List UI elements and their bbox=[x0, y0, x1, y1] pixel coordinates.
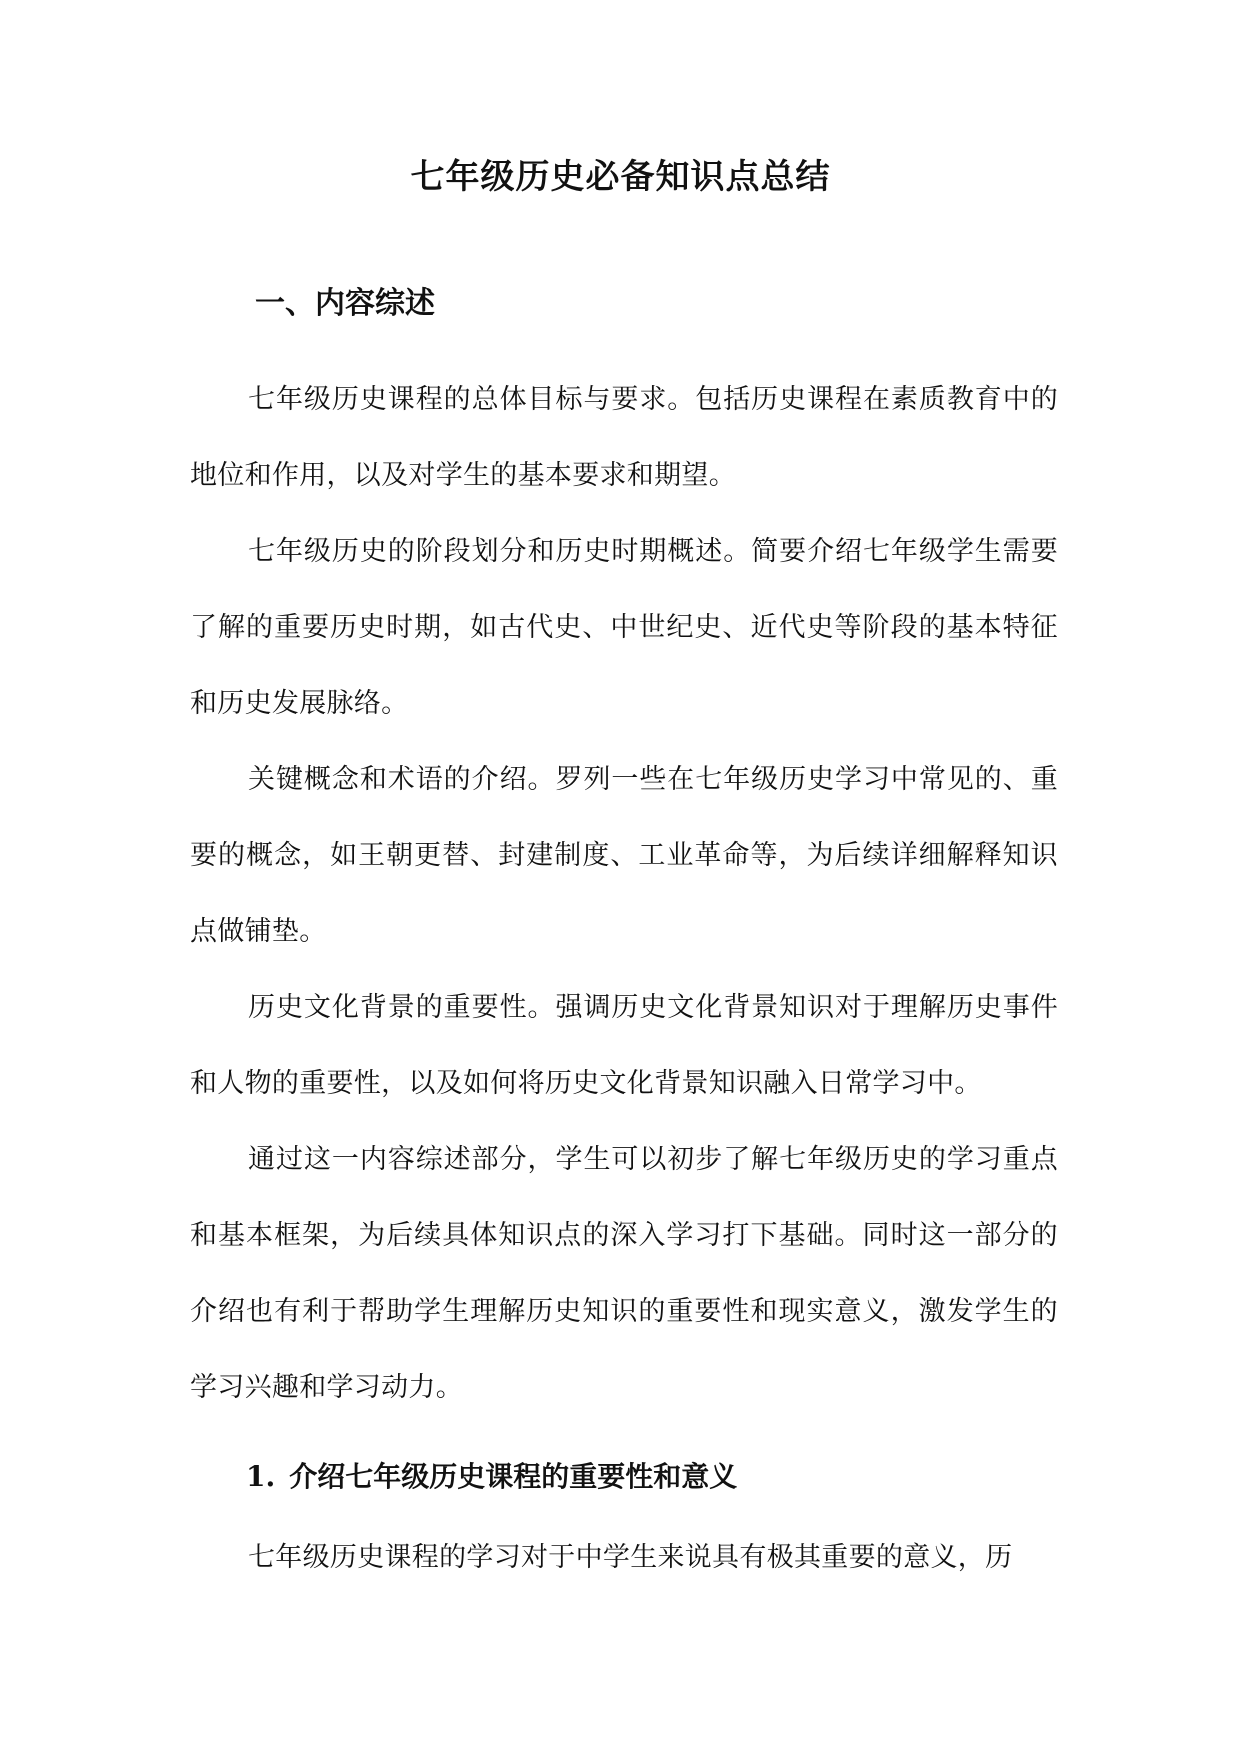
paragraph: 七年级历史课程的总体目标与要求。包括历史课程在素质教育中的地位和作用，以及对学生的基本要求和期望。 bbox=[190, 384, 1058, 491]
paragraph: 七年级历史的阶段划分和历史时期概述。简要介绍七年级学生需要了解的重要历史时期，如古代史、中世纪史、近代史等阶段的基本特征和历史发展脉络。 bbox=[190, 536, 1058, 719]
section-body bbox=[190, 362, 1058, 1426]
paragraph: 通过这一内容综述部分，学生可以初步了解七年级历史的学习重点和基本框架，为后续具体知识点的深入学习打下基础。同时这一部分的介绍也有利于帮助学生理解历史知识的重要性和现实意义，激发学生的学习兴趣和学习动力。 bbox=[190, 1144, 1058, 1403]
paragraph: 七年级历史课程的学习对于中学生来说具有极其重要的意义，历 bbox=[248, 1542, 1013, 1573]
section-heading: 一、内容综述 bbox=[255, 286, 435, 321]
subsection-body bbox=[190, 1520, 1058, 1596]
document-title: 七年级历史必备知识点总结 bbox=[410, 157, 831, 197]
paragraph: 历史文化背景的重要性。强调历史文化背景知识对于理解历史事件和人物的重要性，以及如何将历史文化背景知识融入日常学习中。 bbox=[190, 992, 1058, 1099]
subsection-title: 介绍七年级历史课程的重要性和意义 bbox=[289, 1460, 738, 1493]
paragraph: 关键概念和术语的介绍。罗列一些在七年级历史学习中常见的、重要的概念，如王朝更替、封建制度、工业革命等，为后续详细解释知识点做铺垫。 bbox=[190, 764, 1058, 947]
subsection-number: 1. bbox=[246, 1460, 276, 1493]
subsection-heading bbox=[246, 1455, 737, 1499]
